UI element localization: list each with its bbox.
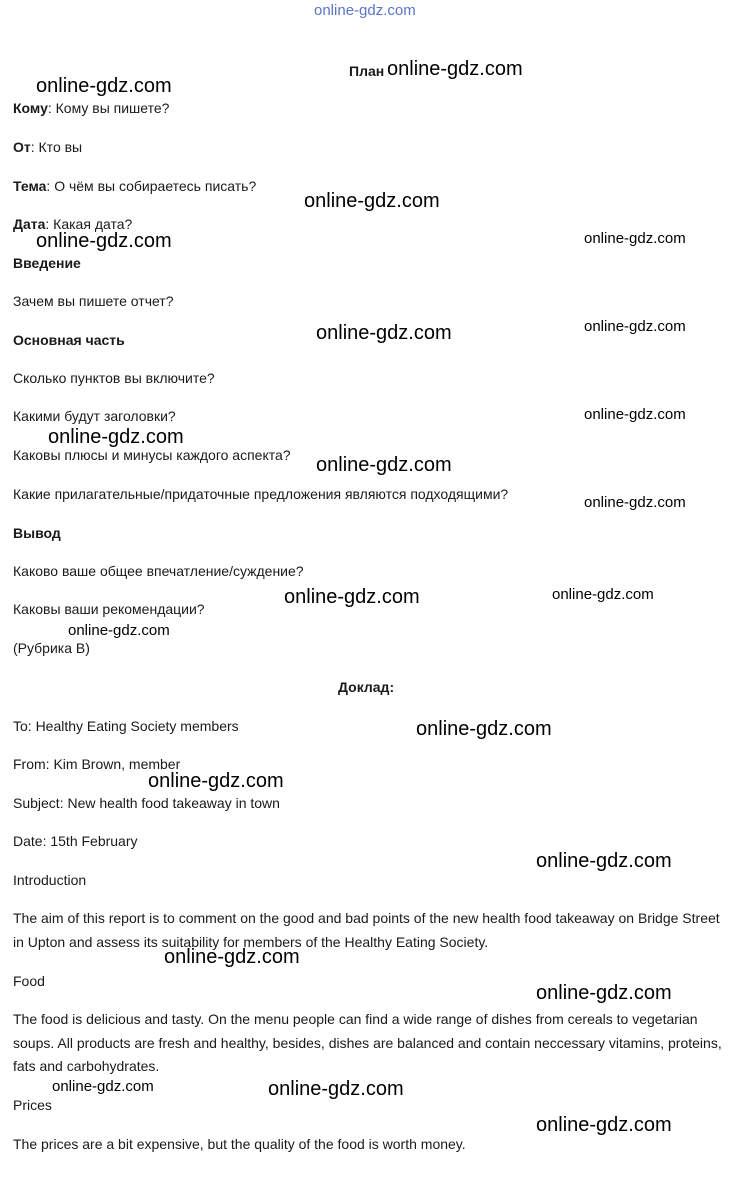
watermark-text: online-gdz.com bbox=[36, 75, 172, 97]
plan-main-heading-text: Основная часть bbox=[13, 332, 125, 348]
plan-conclusion-heading-text: Вывод bbox=[13, 525, 61, 541]
report-from: From: Kim Brown, member bbox=[13, 756, 181, 772]
report-food-text: The food is delicious and tasty. On the menu people can find a wide range of dishes from cereals to vegetarian soups. All products are fresh and healthy, besides, dishes are balanced and contain neccessary vitamins, proteins, fats and carbohydrates. bbox=[13, 1011, 722, 1074]
watermark-text: online-gdz.com bbox=[536, 1114, 672, 1136]
plan-subject-text: : О чём вы собираетесь писать? bbox=[46, 178, 257, 194]
watermark-text: online-gdz.com bbox=[316, 322, 452, 344]
plan-main-heading bbox=[13, 331, 125, 349]
watermark-text: online-gdz.com bbox=[387, 58, 523, 80]
plan-from-line bbox=[13, 138, 82, 156]
plan-subject-label: Тема bbox=[13, 178, 47, 194]
plan-from-label: От bbox=[13, 139, 31, 155]
plan-subject-line bbox=[13, 177, 256, 195]
plan-intro-question: Зачем вы пишете отчет? bbox=[13, 293, 174, 309]
plan-main-question-3: Каковы плюсы и минусы каждого аспекта? bbox=[13, 447, 291, 463]
watermark-text: online-gdz.com bbox=[552, 586, 654, 603]
watermark-text: online-gdz.com bbox=[536, 982, 672, 1004]
watermark-text: online-gdz.com bbox=[416, 718, 552, 740]
watermark-text: online-gdz.com bbox=[148, 770, 284, 792]
report-title: Доклад: bbox=[338, 679, 395, 695]
plan-from-text: : Кто вы bbox=[30, 139, 83, 155]
watermark-text: online-gdz.com bbox=[268, 1078, 404, 1100]
watermark-text: online-gdz.com bbox=[52, 1078, 154, 1095]
report-prices-text: The prices are a bit expensive, but the quality of the food is worth money. bbox=[13, 1136, 466, 1152]
plan-main-question-1: Сколько пунктов вы включите? bbox=[13, 370, 215, 386]
plan-conclusion-question-2: Каковы ваши рекомендации? bbox=[13, 601, 205, 617]
report-to: To: Healthy Eating Society members bbox=[13, 718, 239, 734]
plan-intro-heading bbox=[13, 254, 81, 272]
plan-main-question-2: Какими будут заголовки? bbox=[13, 408, 176, 424]
plan-to-text: : Кому вы пишете? bbox=[47, 100, 170, 116]
watermark-text: online-gdz.com bbox=[304, 190, 440, 212]
watermark-text: online-gdz.com bbox=[68, 622, 170, 639]
watermark-text: online-gdz.com bbox=[584, 406, 686, 423]
report-date: Date: 15th February bbox=[13, 833, 138, 849]
watermark-text: online-gdz.com bbox=[316, 454, 452, 476]
watermark-text: online-gdz.com bbox=[584, 318, 686, 335]
report-subject: Subject: New health food takeaway in town bbox=[13, 795, 280, 811]
watermark-text: online-gdz.com bbox=[36, 230, 172, 252]
watermark-text: online-gdz.com bbox=[584, 230, 686, 247]
plan-to-label: Кому bbox=[13, 100, 48, 116]
watermark-text: online-gdz.com bbox=[48, 426, 184, 448]
plan-to-line bbox=[13, 99, 169, 117]
plan-date-text: : Какая дата? bbox=[45, 216, 133, 232]
plan-rubric: (Рубрика В) bbox=[13, 640, 90, 656]
plan-date-label: Дата bbox=[13, 216, 46, 232]
watermark-text: online-gdz.com bbox=[314, 2, 416, 19]
watermark-text: online-gdz.com bbox=[584, 494, 686, 511]
report-food-heading: Food bbox=[13, 973, 45, 989]
watermark-text: online-gdz.com bbox=[164, 946, 300, 968]
report-intro-heading: Introduction bbox=[13, 872, 87, 888]
plan-conclusion-heading bbox=[13, 524, 61, 542]
report-intro-text: The aim of this report is to comment on the good and bad points of the new health food takeaway on Bridge Street in Upton and assess its suitability for members of the Healthy Eating Society. bbox=[13, 910, 720, 950]
plan-conclusion-question-1: Каково ваше общее впечатление/суждение? bbox=[13, 563, 304, 579]
watermark-text: online-gdz.com bbox=[284, 586, 420, 608]
plan-intro-heading-text: Введение bbox=[13, 255, 81, 271]
watermark-text: online-gdz.com bbox=[536, 850, 672, 872]
plan-title: План bbox=[349, 63, 385, 79]
plan-main-question-4: Какие прилагательные/придаточные предложения являются подходящими? bbox=[13, 486, 509, 502]
report-prices-heading: Prices bbox=[13, 1097, 52, 1113]
